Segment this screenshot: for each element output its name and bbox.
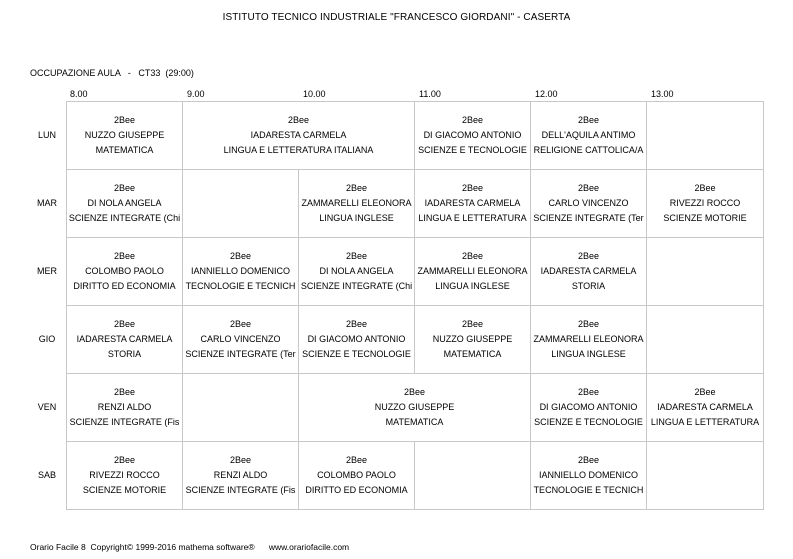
class-name: 2Bee [461, 319, 484, 329]
lesson-cell [299, 442, 415, 510]
subject-name: TECNOLOGIE E TECNICH [533, 485, 644, 495]
empty-cell [415, 442, 531, 510]
day-row [67, 238, 764, 306]
lesson-cell [67, 374, 183, 442]
lesson-cell [299, 374, 531, 442]
lesson-cell [183, 102, 415, 170]
subject-name: LINGUA E LETTERATURA ITALIANA [223, 145, 374, 155]
class-name: 2Bee [577, 319, 600, 329]
lesson-cell [299, 170, 415, 238]
lesson-cell [647, 374, 764, 442]
class-name: 2Bee [461, 115, 484, 125]
schedule-grid [66, 101, 764, 510]
empty-cell [647, 442, 764, 510]
day-label: MER [37, 266, 57, 276]
teacher-name: NUZZO GIUSEPPE [432, 334, 513, 344]
teacher-name: COLOMBO PAOLO [85, 266, 164, 276]
lesson-cell [183, 442, 299, 510]
copyright-footer: Orario Facile 8 Copyright© 1999-2016 mathema software® www.orariofacile.com [30, 542, 350, 552]
time-label: 10.00 [303, 89, 326, 99]
teacher-name: NUZZO GIUSEPPE [84, 130, 165, 140]
teacher-name: RIVEZZI ROCCO [89, 470, 160, 480]
subject-name: SCIENZE INTEGRATE (Chi [68, 213, 181, 223]
lesson-cell [299, 238, 415, 306]
lesson-cell [67, 170, 183, 238]
subject-name: STORIA [107, 349, 142, 359]
teacher-name: DI NOLA ANGELA [319, 266, 394, 276]
class-name: 2Bee [229, 319, 252, 329]
class-name: 2Bee [345, 319, 368, 329]
teacher-name: IANNIELLO DOMENICO [190, 266, 291, 276]
day-row [67, 306, 764, 374]
subject-name: DIRITTO ED ECONOMIA [73, 281, 176, 291]
page-title: ISTITUTO TECNICO INDUSTRIALE "FRANCESCO GIORDANI" - CASERTA [222, 12, 571, 23]
teacher-name: IADARESTA CARMELA [540, 266, 637, 276]
class-name: 2Bee [113, 455, 136, 465]
class-name: 2Bee [229, 455, 252, 465]
class-name: 2Bee [345, 455, 368, 465]
class-name: 2Bee [577, 387, 600, 397]
teacher-name: DI GIACOMO ANTONIO [539, 402, 638, 412]
lesson-cell [67, 306, 183, 374]
time-label: 11.00 [419, 89, 441, 99]
class-name: 2Bee [577, 251, 600, 261]
day-label: MAR [37, 198, 57, 208]
teacher-name: DI NOLA ANGELA [87, 198, 162, 208]
subject-name: SCIENZE INTEGRATE (Ter [185, 349, 296, 359]
day-label: GIO [38, 334, 56, 344]
teacher-name: IADARESTA CARMELA [76, 334, 173, 344]
subject-name: MATEMATICA [95, 145, 154, 155]
teacher-name: COLOMBO PAOLO [317, 470, 396, 480]
subject-name: SCIENZE INTEGRATE (Chi [300, 281, 413, 291]
subject-name: RELIGIONE CATTOLICA/A [533, 145, 644, 155]
class-name: 2Bee [461, 251, 484, 261]
class-name: 2Bee [229, 251, 252, 261]
lesson-cell [67, 238, 183, 306]
empty-cell [647, 238, 764, 306]
day-label: VEN [37, 402, 57, 412]
class-name: 2Bee [403, 387, 426, 397]
subject-name: SCIENZE E TECNOLOGIE [418, 145, 527, 155]
time-label: 13.00 [651, 89, 674, 99]
teacher-name: RIVEZZI ROCCO [669, 198, 741, 208]
subject-name: DIRITTO ED ECONOMIA [305, 485, 408, 495]
lesson-cell [415, 306, 531, 374]
class-name: 2Bee [577, 455, 600, 465]
teacher-name: DI GIACOMO ANTONIO [307, 334, 406, 344]
teacher-name: IADARESTA CARMELA [424, 198, 521, 208]
teacher-name: ZAMMARELLI ELEONORA [301, 198, 412, 208]
subject-name: SCIENZE INTEGRATE (Ter [533, 213, 644, 223]
class-name: 2Bee [345, 251, 368, 261]
lesson-cell [531, 306, 647, 374]
subject-name: MATEMATICA [385, 417, 444, 427]
subject-name: LINGUA E LETTERATURA [418, 213, 527, 223]
class-name: 2Bee [461, 183, 484, 193]
subject-name: TECNOLOGIE E TECNICH [185, 281, 296, 291]
lesson-cell [531, 170, 647, 238]
lesson-cell [183, 306, 299, 374]
lesson-cell [67, 442, 183, 510]
empty-cell [647, 102, 764, 170]
subject-name: LINGUA INGLESE [435, 281, 510, 291]
class-name: 2Bee [694, 387, 716, 397]
teacher-name: CARLO VINCENZO [548, 198, 629, 208]
class-name: 2Bee [345, 183, 368, 193]
lesson-cell [415, 102, 531, 170]
time-label: 12.00 [535, 89, 558, 99]
empty-cell [183, 374, 299, 442]
lesson-cell [647, 170, 764, 238]
teacher-name: IADARESTA CARMELA [250, 130, 347, 140]
subject-name: SCIENZE INTEGRATE (Fis [185, 485, 296, 495]
subject-name: SCIENZE E TECNOLOGIE [302, 349, 411, 359]
teacher-name: DI GIACOMO ANTONIO [423, 130, 522, 140]
lesson-cell [183, 238, 299, 306]
day-row [67, 102, 764, 170]
teacher-name: NUZZO GIUSEPPE [374, 402, 455, 412]
day-label: LUN [37, 130, 56, 140]
teacher-name: DELL'AQUILA ANTIMO [541, 130, 636, 140]
class-name: 2Bee [113, 319, 136, 329]
subject-name: STORIA [571, 281, 606, 291]
teacher-name: ZAMMARELLI ELEONORA [417, 266, 528, 276]
subject-name: SCIENZE E TECNOLOGIE [534, 417, 643, 427]
subject-name: SCIENZE MOTORIE [82, 485, 167, 495]
class-name: 2Bee [287, 115, 310, 125]
empty-cell [647, 306, 764, 374]
class-name: 2Bee [694, 183, 716, 193]
teacher-name: RENZI ALDO [97, 402, 152, 412]
teacher-name: ZAMMARELLI ELEONORA [533, 334, 644, 344]
lesson-cell [299, 306, 415, 374]
day-row [67, 442, 764, 510]
teacher-name: RENZI ALDO [213, 470, 268, 480]
lesson-cell [531, 102, 647, 170]
subject-name: MATEMATICA [443, 349, 502, 359]
lesson-cell [415, 170, 531, 238]
time-label: 9.00 [187, 89, 205, 99]
teacher-name: IADARESTA CARMELA [657, 402, 753, 412]
lesson-cell [531, 442, 647, 510]
class-name: 2Bee [577, 183, 600, 193]
teacher-name: IANNIELLO DOMENICO [538, 470, 639, 480]
class-name: 2Bee [113, 115, 136, 125]
lesson-cell [531, 374, 647, 442]
lesson-cell [531, 238, 647, 306]
lesson-cell [67, 102, 183, 170]
day-row [67, 170, 764, 238]
time-label: 8.00 [70, 89, 88, 99]
class-name: 2Bee [113, 251, 136, 261]
teacher-name: CARLO VINCENZO [200, 334, 281, 344]
subject-name: SCIENZE INTEGRATE (Fis [69, 417, 180, 427]
day-row [67, 374, 764, 442]
room-occupancy-subtitle: OCCUPAZIONE AULA - CT33 (29:00) [30, 68, 194, 78]
class-name: 2Bee [113, 387, 136, 397]
lesson-cell [415, 238, 531, 306]
subject-name: SCIENZE MOTORIE [663, 213, 747, 223]
subject-name: LINGUA E LETTERATURA [650, 417, 760, 427]
day-label: SAB [37, 470, 56, 480]
subject-name: LINGUA INGLESE [319, 213, 394, 223]
class-name: 2Bee [577, 115, 600, 125]
class-name: 2Bee [113, 183, 136, 193]
empty-cell [183, 170, 299, 238]
subject-name: LINGUA INGLESE [551, 349, 626, 359]
